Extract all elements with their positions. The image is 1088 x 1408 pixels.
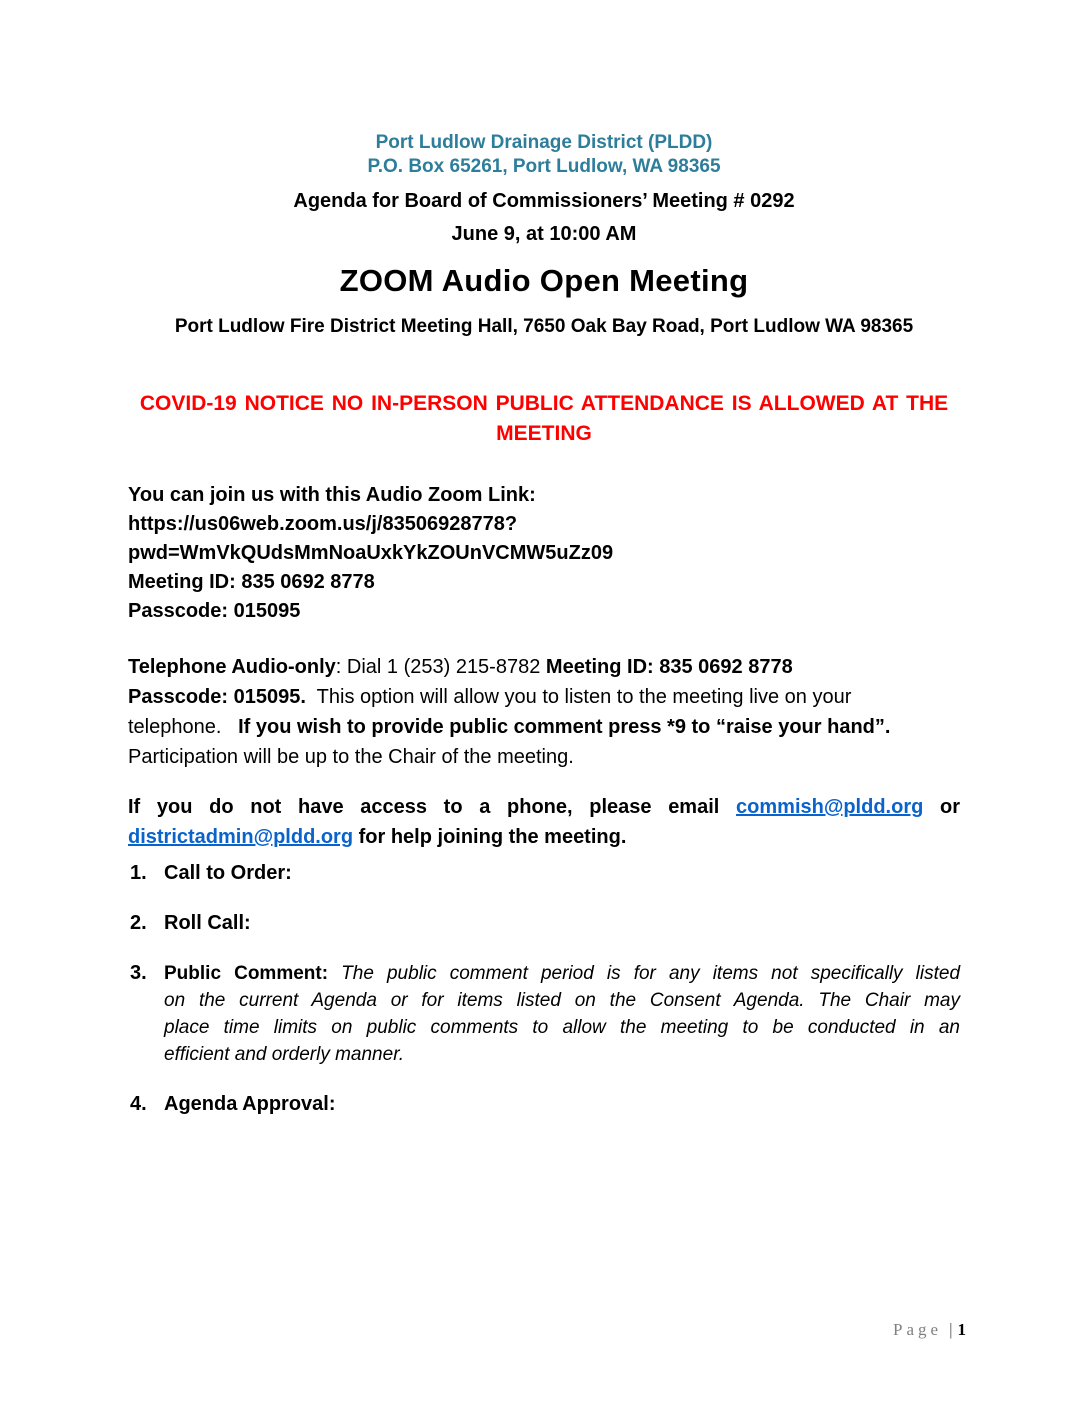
public-comment-line-2: on the current Agenda or for items listed on the Consent Agenda. The Chair may [164, 990, 960, 1011]
telephone-passcode: Passcode: 015095. [128, 686, 306, 708]
email-help-text-3: for help joining the meeting. [353, 826, 627, 848]
zoom-url-line-1: https://us06web.zoom.us/j/83506928778? [128, 513, 518, 535]
email-help-paragraph [128, 792, 960, 852]
item-label-call-to-order: Call to Order: [164, 862, 292, 884]
page-footer [893, 1320, 966, 1340]
raise-hand-instruction: If you wish to provide public comment press *9 to “raise your hand”. [238, 716, 891, 738]
email-help-line-2 [128, 822, 960, 852]
org-name: Port Ludlow Drainage District (PLDD) [375, 132, 713, 153]
item-number: 1. [130, 862, 147, 884]
public-comment-description: The public comment period is for any items not specifically listed [328, 963, 961, 984]
covid-notice [128, 389, 960, 449]
telephone-line-2 [128, 682, 960, 712]
email-help-line-1 [128, 792, 960, 822]
covid-notice-line-2: MEETING [496, 422, 592, 445]
footer-separator: | [949, 1320, 953, 1339]
covid-notice-line-1: COVID-19 NOTICE NO IN-PERSON PUBLIC ATTENDANCE IS ALLOWED AT THE [139, 392, 949, 415]
zoom-passcode: Passcode: 015095 [128, 600, 301, 622]
agenda-title: Agenda for Board of Commissioners’ Meeting # 0292 [293, 190, 795, 212]
item-number: 3. [130, 962, 147, 984]
telephone-continuation-text: telephone. [128, 716, 239, 738]
zoom-intro: You can join us with this Audio Zoom Link: [128, 484, 536, 506]
telephone-label: Telephone Audio-only [128, 656, 336, 678]
item-label-agenda-approval: Agenda Approval: [164, 1093, 336, 1115]
org-address: P.O. Box 65261, Port Ludlow, WA 98365 [367, 156, 721, 177]
item-label-public-comment: Public Comment: [164, 963, 329, 984]
item-number: 2. [130, 912, 147, 934]
agenda-item-list [128, 860, 960, 1118]
telephone-line-3 [128, 712, 960, 742]
telephone-paragraph [128, 652, 960, 772]
meeting-type-heading: ZOOM Audio Open Meeting [339, 263, 749, 298]
agenda-item-2 [128, 910, 960, 937]
item-number: 4. [130, 1093, 147, 1115]
agenda-item-1 [128, 860, 960, 887]
telephone-meeting-id: Meeting ID: 835 0692 8778 [545, 656, 793, 678]
participation-text: Participation will be up to the Chair of the meeting. [128, 746, 574, 768]
public-comment-line-1 [164, 960, 960, 987]
zoom-meeting-id: Meeting ID: 835 0692 8778 [128, 571, 375, 593]
agenda-item-4 [128, 1091, 960, 1118]
dial-number-text: : Dial 1 (253) 215-8782 [335, 656, 546, 678]
email-help-text-1: If you do not have access to a phone, please email [128, 796, 720, 818]
meeting-location: Port Ludlow Fire District Meeting Hall, 7650 Oak Bay Road, Port Ludlow WA 98365 [174, 316, 914, 337]
telephone-line-4 [128, 742, 960, 772]
meeting-date: June 9, at 10:00 AM [451, 223, 637, 245]
commish-email-link[interactable]: commish@pldd.org [736, 796, 924, 818]
item-label-roll-call: Roll Call: [164, 912, 251, 934]
agenda-item-3 [128, 960, 960, 1068]
listen-option-text: This option will allow you to listen to the meeting live on your [305, 686, 852, 708]
districtadmin-email-link[interactable]: districtadmin@pldd.org [128, 826, 354, 848]
footer-page-label: Page [893, 1320, 943, 1339]
public-comment-line-3: place time limits on public comments to allow the meeting to be conducted in an [164, 1017, 960, 1038]
telephone-line-1 [128, 652, 960, 682]
zoom-access-block [128, 481, 960, 626]
public-comment-line-4: efficient and orderly manner. [164, 1044, 405, 1065]
footer-page-number: 1 [957, 1320, 966, 1339]
email-help-text-2: or [940, 796, 961, 818]
zoom-url-line-2: pwd=WmVkQUdsMmNoaUxkYkZOUnVCMW5uZz09 [128, 542, 614, 564]
